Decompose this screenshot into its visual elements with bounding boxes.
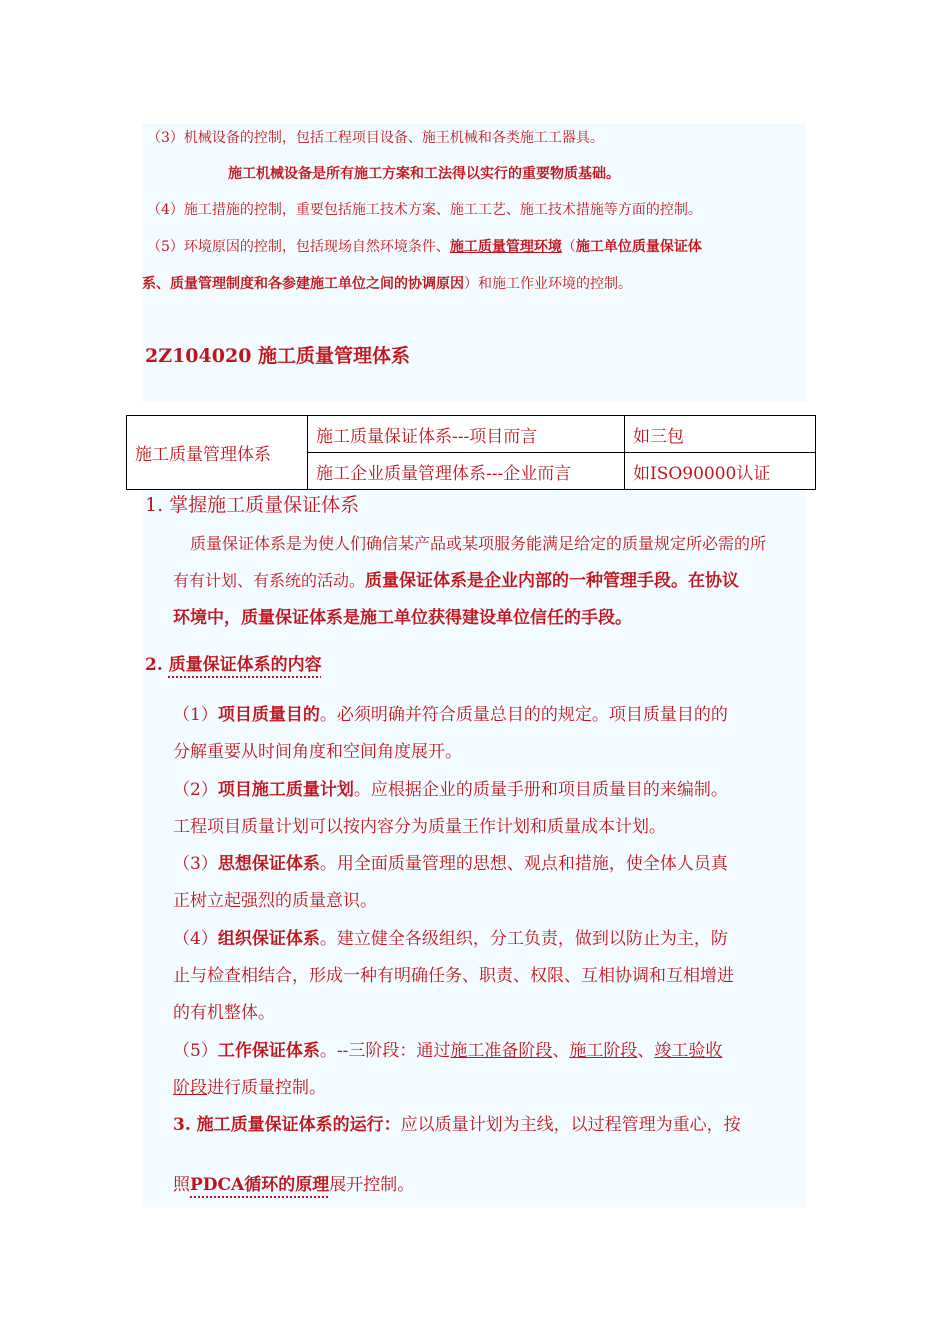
list-item: （3）思想保证体系。用全面质量管理的思想、观点和措施，使全体人员真 <box>173 854 728 874</box>
list-item-cont: 阶段进行质量控制。 <box>173 1078 326 1098</box>
table-cell: 如ISO90000认证 <box>625 453 816 490</box>
item-3-text: （3）机械设备的控制，包括工程项目设备、施王机械和各类施工工器具。 <box>147 130 604 146</box>
table-cell: 如三包 <box>625 416 816 453</box>
quality-system-table <box>126 415 816 490</box>
item-5-text-cont: 系、质量管理制度和各参建施工单位之间的协调原因）和施工作业环境的控制。 <box>142 276 632 292</box>
list-item-cont: 分解重要从时间角度和空间角度展开。 <box>173 742 462 762</box>
table-cell: 施工企业质量管理体系---企业而言 <box>308 453 625 490</box>
table-row-header: 施工质量管理体系 <box>127 416 308 490</box>
list-item: （1）项目质量目的。必须明确并符合质量总目的的规定。项目质量目的的 <box>173 705 728 725</box>
table-cell: 施工质量保证体系---项目而言 <box>308 416 625 453</box>
part-2-title: 2. 质量保证体系的内容 <box>145 655 322 675</box>
list-item: （4）组织保证体系。建立健全各级组织，分工负责，做到以防止为主，防 <box>173 929 728 949</box>
part-3-title: 3. 施工质量保证体系的运行：应以质量计划为主线，以过程管理为重心，按 <box>173 1115 741 1135</box>
part-3-cont: 照PDCA循环的原理展开控制。 <box>173 1175 415 1195</box>
list-item-cont: 正树立起强烈的质量意识。 <box>173 891 377 911</box>
paragraph-line: 环境中，质量保证体系是施工单位获得建设单位信任的手段。 <box>173 608 632 628</box>
paragraph-line: 质量保证体系是为使人们确信某产品或某项服务能满足给定的质量规定所必需的所 <box>190 534 767 553</box>
list-item-cont: 止与检查相结合，形成一种有明确任务、职责、权限、互相协调和互相增进 <box>173 966 734 986</box>
section-background <box>142 488 806 1208</box>
paragraph-line: 有有计划、有系统的活动。质量保证体系是企业内部的一种管理手段。在协议 <box>173 571 740 591</box>
item-5-text: （5）环境原因的控制，包括现场自然环境条件、施工质量管理环境（施工单位质量保证体 <box>147 239 702 255</box>
list-item-cont: 的有机整体。 <box>173 1003 275 1023</box>
part-1-title: 1. 掌握施工质量保证体系 <box>145 494 360 516</box>
item-4-text: （4）施工措施的控制，重要包括施工技术方案、施工工艺、施工技术措施等方面的控制。 <box>147 202 702 218</box>
list-item: （5）工作保证体系。--三阶段：通过施工准备阶段、施工阶段、竣工验收 <box>173 1041 723 1061</box>
list-item: （2）项目施工质量计划。应根据企业的质量手册和项目质量目的来编制。 <box>173 780 728 800</box>
section-heading: 2Z104020 施工质量管理体系 <box>145 345 411 367</box>
list-item-cont: 工程项目质量计划可以按内容分为质量王作计划和质量成本计划。 <box>173 817 666 837</box>
item-3-note: 施工机械设备是所有施工方案和工法得以实行的重要物质基础。 <box>228 166 620 182</box>
